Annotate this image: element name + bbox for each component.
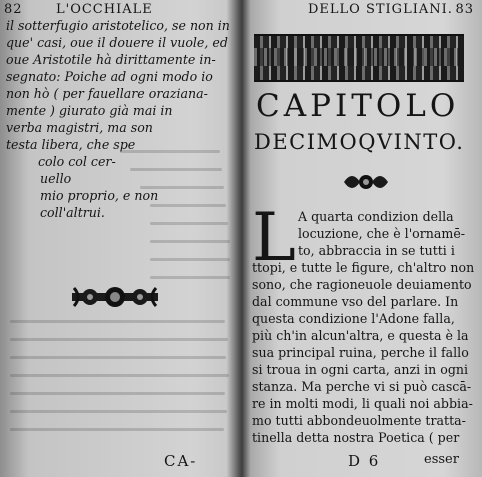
text-line: ttopi, e tutte le figure, ch'altro non (252, 260, 475, 275)
folio-right: 83 (455, 2, 474, 17)
text-line: mio proprio, e non (40, 188, 159, 203)
text-line: mo tutti abbondeuolmente tratta- (252, 413, 466, 428)
text-line: tinella detta nostra Poetica ( per (252, 430, 460, 445)
text-line: re in molti modi, li quali noi abbia- (252, 396, 473, 411)
right-page (244, 0, 482, 477)
left-page (0, 0, 236, 477)
running-head-left: L'OCCHIALE (56, 2, 153, 17)
text-line: il sotterfugio aristotelico, se non in (6, 18, 230, 33)
text-line: sono, che ragioneuole deuiamento (252, 277, 472, 292)
vignette-ornament (340, 170, 392, 194)
chapter-title: CAPITOLO (256, 88, 460, 124)
catchword-left: CA- (164, 452, 198, 470)
text-line: segnato: Poiche ad ogni modo io (6, 69, 213, 84)
signature-mark: D 6 (348, 452, 381, 470)
drop-cap: L (252, 199, 296, 276)
running-head-right: DELLO STIGLIANI. (308, 2, 453, 17)
catchword-right: esser (424, 452, 459, 467)
text-line: to, abbraccia in se tutti i (298, 243, 455, 258)
text-line: oue Aristotile hà dirittamente in- (6, 52, 216, 67)
text-line: que' casi, oue il douere il vuole, ed (6, 35, 228, 50)
text-line: più ch'in alcun'altra, e questa è la (252, 328, 469, 343)
text-line: non hò ( per fauellare oraziana- (6, 86, 208, 101)
text-line: verba magistri, ma son (6, 120, 153, 135)
folio-left: 82 (4, 2, 23, 17)
text-line: A quarta condizion della (298, 209, 454, 224)
chapter-subtitle: DECIMOQVINTO. (254, 130, 465, 154)
text-line: stanza. Ma perche vi si può cascā- (252, 379, 472, 394)
text-line: locuzione, che è l'ornamē- (298, 226, 466, 241)
text-line: sua principal ruina, perche il fallo (252, 345, 469, 360)
ornamental-headpiece (254, 34, 464, 82)
text-line: uello (40, 171, 72, 186)
text-line: mente ) giurato già mai in (6, 103, 173, 118)
text-line: coll'altrui. (40, 205, 105, 220)
fleuron-ornament (72, 284, 158, 310)
text-line: si troua in ogni carta, anzi in ogni (252, 362, 469, 377)
text-line: dal commune vso del parlare. In (252, 294, 459, 309)
text-line: testa libera, che spe (6, 137, 136, 152)
text-line: questa condizione l'Adone falla, (252, 311, 455, 326)
text-line: colo col cer- (38, 154, 116, 169)
